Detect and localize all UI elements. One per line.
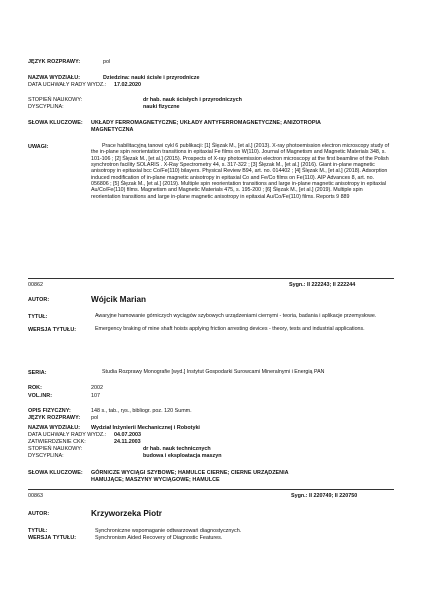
record-divider (28, 489, 394, 490)
language-value: pol (103, 59, 111, 65)
discipline-label: DYSCYPLINA: (28, 453, 64, 459)
keywords-label: SŁOWA KLUCZOWE: (28, 120, 83, 126)
discipline-value: budowa i eksploatacja maszyn (143, 453, 222, 459)
resolution-date-value: 04.07.2003 (114, 432, 141, 438)
title-version-value: Emergency braking of mine shaft hoists applying friction arresting devices - theory, tests and industrial applications. (95, 326, 365, 332)
title-value: Synchroniczne wspomaganie odtwarzowań diagnostycznych. (95, 528, 242, 534)
resolution-date-value: 17.02.2020 (114, 82, 141, 88)
title-label: TYTUŁ: (28, 528, 48, 534)
physical-description-value: 148 s., tab., rys., bibliogr. poz. 120 Summ. (91, 408, 192, 414)
degree-value: dr hab. nauk ścisłych i przyrodniczych (143, 97, 242, 103)
resolution-date-label: DATA UCHWAŁY RADY WYDZ.: (28, 82, 107, 88)
degree-label: STOPIEŃ NAUKOWY: (28, 446, 83, 452)
volume-value: 107 (91, 393, 100, 399)
ckk-approval-value: 24.11.2003 (114, 439, 141, 445)
title-label: TYTUŁ: (28, 314, 48, 320)
author-value: Krzyworzeka Piotr (91, 509, 162, 518)
discipline-value: nauki fizyczne (143, 104, 180, 110)
language-label: JĘZYK ROZPRAWY: (28, 59, 81, 65)
keywords-line-1: GÓRNICZE WYCIĄGI SZYBOWE; HAMULCE CIERNE; CIERNE URZĄDZENIA (91, 470, 289, 476)
title-version-label: WERSJA TYTUŁU: (28, 327, 77, 333)
author-label: AUTOR: (28, 511, 50, 517)
language-value: pol (91, 415, 99, 421)
series-label: SERIA: (28, 370, 47, 376)
faculty-label: NAZWA WYDZIAŁU: (28, 75, 81, 81)
ckk-approval-label: ZATWIERDZENIE CKK: (28, 439, 86, 445)
keywords-line-2: HAMUJĄCE; MASZYNY WYCIĄGOWE; HAMULCE (91, 477, 220, 483)
author-label: AUTOR: (28, 297, 50, 303)
degree-label: STOPIEŃ NAUKOWY: (28, 97, 83, 103)
record-number: 00863 (28, 493, 43, 499)
faculty-value: Wydział Inżynierii Mechanicznej i Robotyki (91, 425, 200, 431)
record-divider (28, 278, 394, 279)
physical-description-label: OPIS FIZYCZNY: (28, 408, 71, 414)
keywords-line-2: MAGNETYCZNA (91, 127, 134, 133)
language-label: JĘZYK ROZPRAWY: (28, 415, 81, 421)
year-value: 2002 (91, 385, 103, 391)
record-number: 00862 (28, 282, 43, 288)
title-version-label: WERSJA TYTUŁU: (28, 535, 77, 541)
series-value: Studia Rozprawy Monografie [wyd.] Instytut Gospodarki Surowcami Mineralnymi i Energią PAN (102, 369, 325, 375)
call-number: Sygn.: II 220749; II 220750 (291, 493, 358, 499)
title-version-value: Synchronism Aided Recovery of Diagnostic Features. (95, 535, 223, 541)
keywords-label: SŁOWA KLUCZOWE: (28, 470, 83, 476)
keywords-line-1: UKŁADY FERROMAGNETYCZNE; UKŁADY ANTYFERROMAGNETYCZNE; ANIZOTROPIA (91, 120, 321, 126)
title-value: Awaryjne hamowanie górniczych wyciągów szybowych urządzeniami ciernymi - teoria, badania i aplikacje przemysłowe. (95, 313, 377, 319)
notes-label: UWAGI: (28, 144, 49, 150)
call-number: Sygn.: II 222243; II 222244 (289, 282, 356, 288)
volume-label: VOL./NR: (28, 393, 53, 399)
year-label: ROK: (28, 385, 42, 391)
author-value: Wójcik Marian (91, 295, 147, 304)
notes-text: Prace habilitacyjną tanowi cykl 6 publikacji: [1] Ślęzak M., [et al.] (2013). X-ray photoemission electron microscopy study of the in-plane spin reorientation transitions in epitaxial Fe films on W(110). Journal of Magnetism and Magnetic Materials 348, s. 101-106 ; [2] Ślęzak M., [et al.] (2015). Prospects of X-ray photoemission electron microscopy at the first beamline of the Polish synchrotron facility SOLARIS . X-Ray Spectrometry 44, s. 317-322 ; [3] Ślęzak M., [et al.] (2016). Giant in-plane magnetic anisotropy in epitaxial bcc Co/Fe(110) bilayers. Physical Review B94, art. no. 014402 ; [4] Ślęzak M., [et al.] (2018). Adsorption induced modification of in-plane magnetic anisotropy in epitaxial Co and Fe/Co films on Fe(110). AIP Advances 8, art. no. 056806 ; [5] Ślęzak M., [et al.] (2019). Multiple spin reorientation transitions and large in-plane magnetic anisotropy in epitaxial Au/Co/Fe(110) films. Magnetism and Magnetic Materials 475, s. 195-200 ; [6] Ślęzak M., [et al.] (2019). Multiple spin reorientation transitions and large in-plane magnetic anisotropy in epitaxial Au/Co/Fe(110) films. Reports 9 889 (91, 143, 390, 200)
discipline-label: DYSCYPLINA: (28, 104, 64, 110)
faculty-label: NAZWA WYDZIAŁU: (28, 425, 81, 431)
resolution-date-label: DATA UCHWAŁY RADY WYDZ.: (28, 432, 107, 438)
faculty-value: Dziedzina: nauki ścisłe i przyrodnicze (103, 75, 200, 81)
degree-value: dr hab. nauk technicznych (143, 446, 211, 452)
